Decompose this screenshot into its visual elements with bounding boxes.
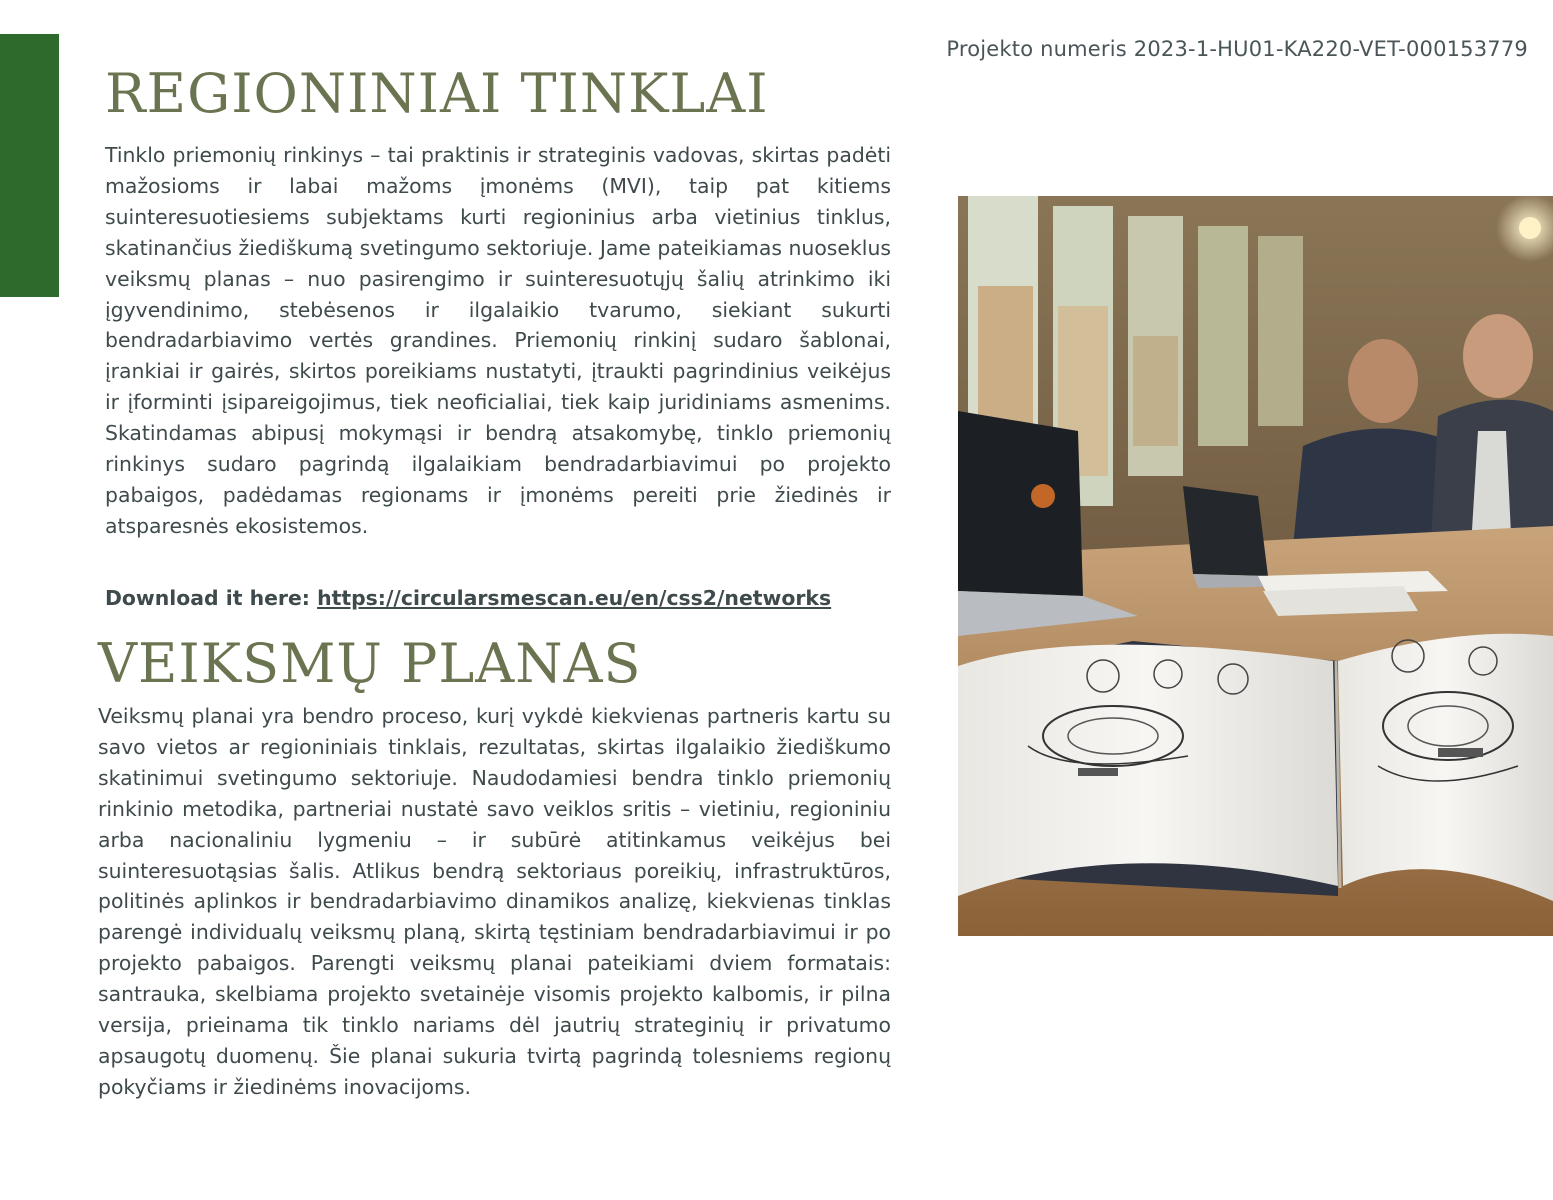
section-paragraph-regional-networks: Tinklo priemonių rinkinys – tai praktinis ir strateginis vadovas, skirtas padėti mažosioms ir labai mažoms įmonėms (MVI), taip pat kitiems suinteresuotiesiems subjektams kurti regioninius arba vietinius tinklus, skatinančius žiediškumą svetingumo sektoriuje. Jame pateikiamas nuoseklus veiksmų planas – nuo pasirengimo ir suinteresuotųjų šalių atrinkimo iki įgyvendinimo, stebėsenos ir ilgalaikio tvarumo, siekiant sukurti bendradarbiavimo vertės grandines. Priemonių rinkinį sudaro šablonai, įrankiai ir gairės, skirtos poreikiams nustatyti, įtraukti pagrindinius veikėjus ir įforminti įsipareigojimus, tiek neoficialiai, tiek kaip juridiniams asmenims. Skatindamas abipusį mokymąsi ir bendrą atsakomybę, tinklo priemonių rinkinys sudaro pagrindą ilgalaikiam bendradarbiavimui po projekto pabaigos, padėdamas regionams ir įmonėms pereiti prie žiedinės ir atsparesnės ekosistemos. [105, 143, 891, 538]
download-link[interactable]: https://circularsmescan.eu/en/css2/networks [317, 586, 832, 610]
meeting-photo [958, 196, 1553, 936]
download-label: Download it here: [105, 586, 318, 610]
accent-bar [0, 34, 59, 297]
download-line [105, 586, 831, 610]
project-number: Projekto numeris 2023-1-HU01-KA220-VET-000153779 [946, 37, 1528, 61]
section-title-action-plan: VEIKSMŲ PLANAS [98, 632, 642, 695]
section-paragraph-action-plan: Veiksmų planai yra bendro proceso, kurį vykdė kiekvienas partneris kartu su savo vietos ar regioniniais tinklais, rezultatas, skirtas ilgalaikio žiediškumo skatinimui svetingumo sektoriuje. Naudodamiesi bendra tinklo priemonių rinkinio metodika, partneriai nustatė savo veiklos sritis – vietiniu, regioniniu arba nacionaliniu lygmeniu – ir subūrė atitinkamus veikėjus bei suinteresuotąsias šalis. Atlikus bendrą sektoriaus poreikių, infrastruktūros, politinės aplinkos ir bendradarbiavimo dinamikos analizę, kiekvienas tinklas parengė individualų veiksmų planą, skirtą tęstiniam bendradarbiavimui ir po projekto pabaigos. Parengti veiksmų planai pateikiami dviem formatais: santrauka, skelbiama projekto svetainėje visomis projekto kalbomis, ir pilna versija, prieinama tik tinklo nariams dėl jautrių strateginių ir privatumo apsaugotų duomenų. Šie planai sukuria tvirtą pagrindą tolesniems regionų pokyčiams ir žiedinėms inovacijoms. [98, 704, 891, 1099]
section-title-regional-networks: REGIONINIAI TINKLAI [105, 62, 769, 125]
